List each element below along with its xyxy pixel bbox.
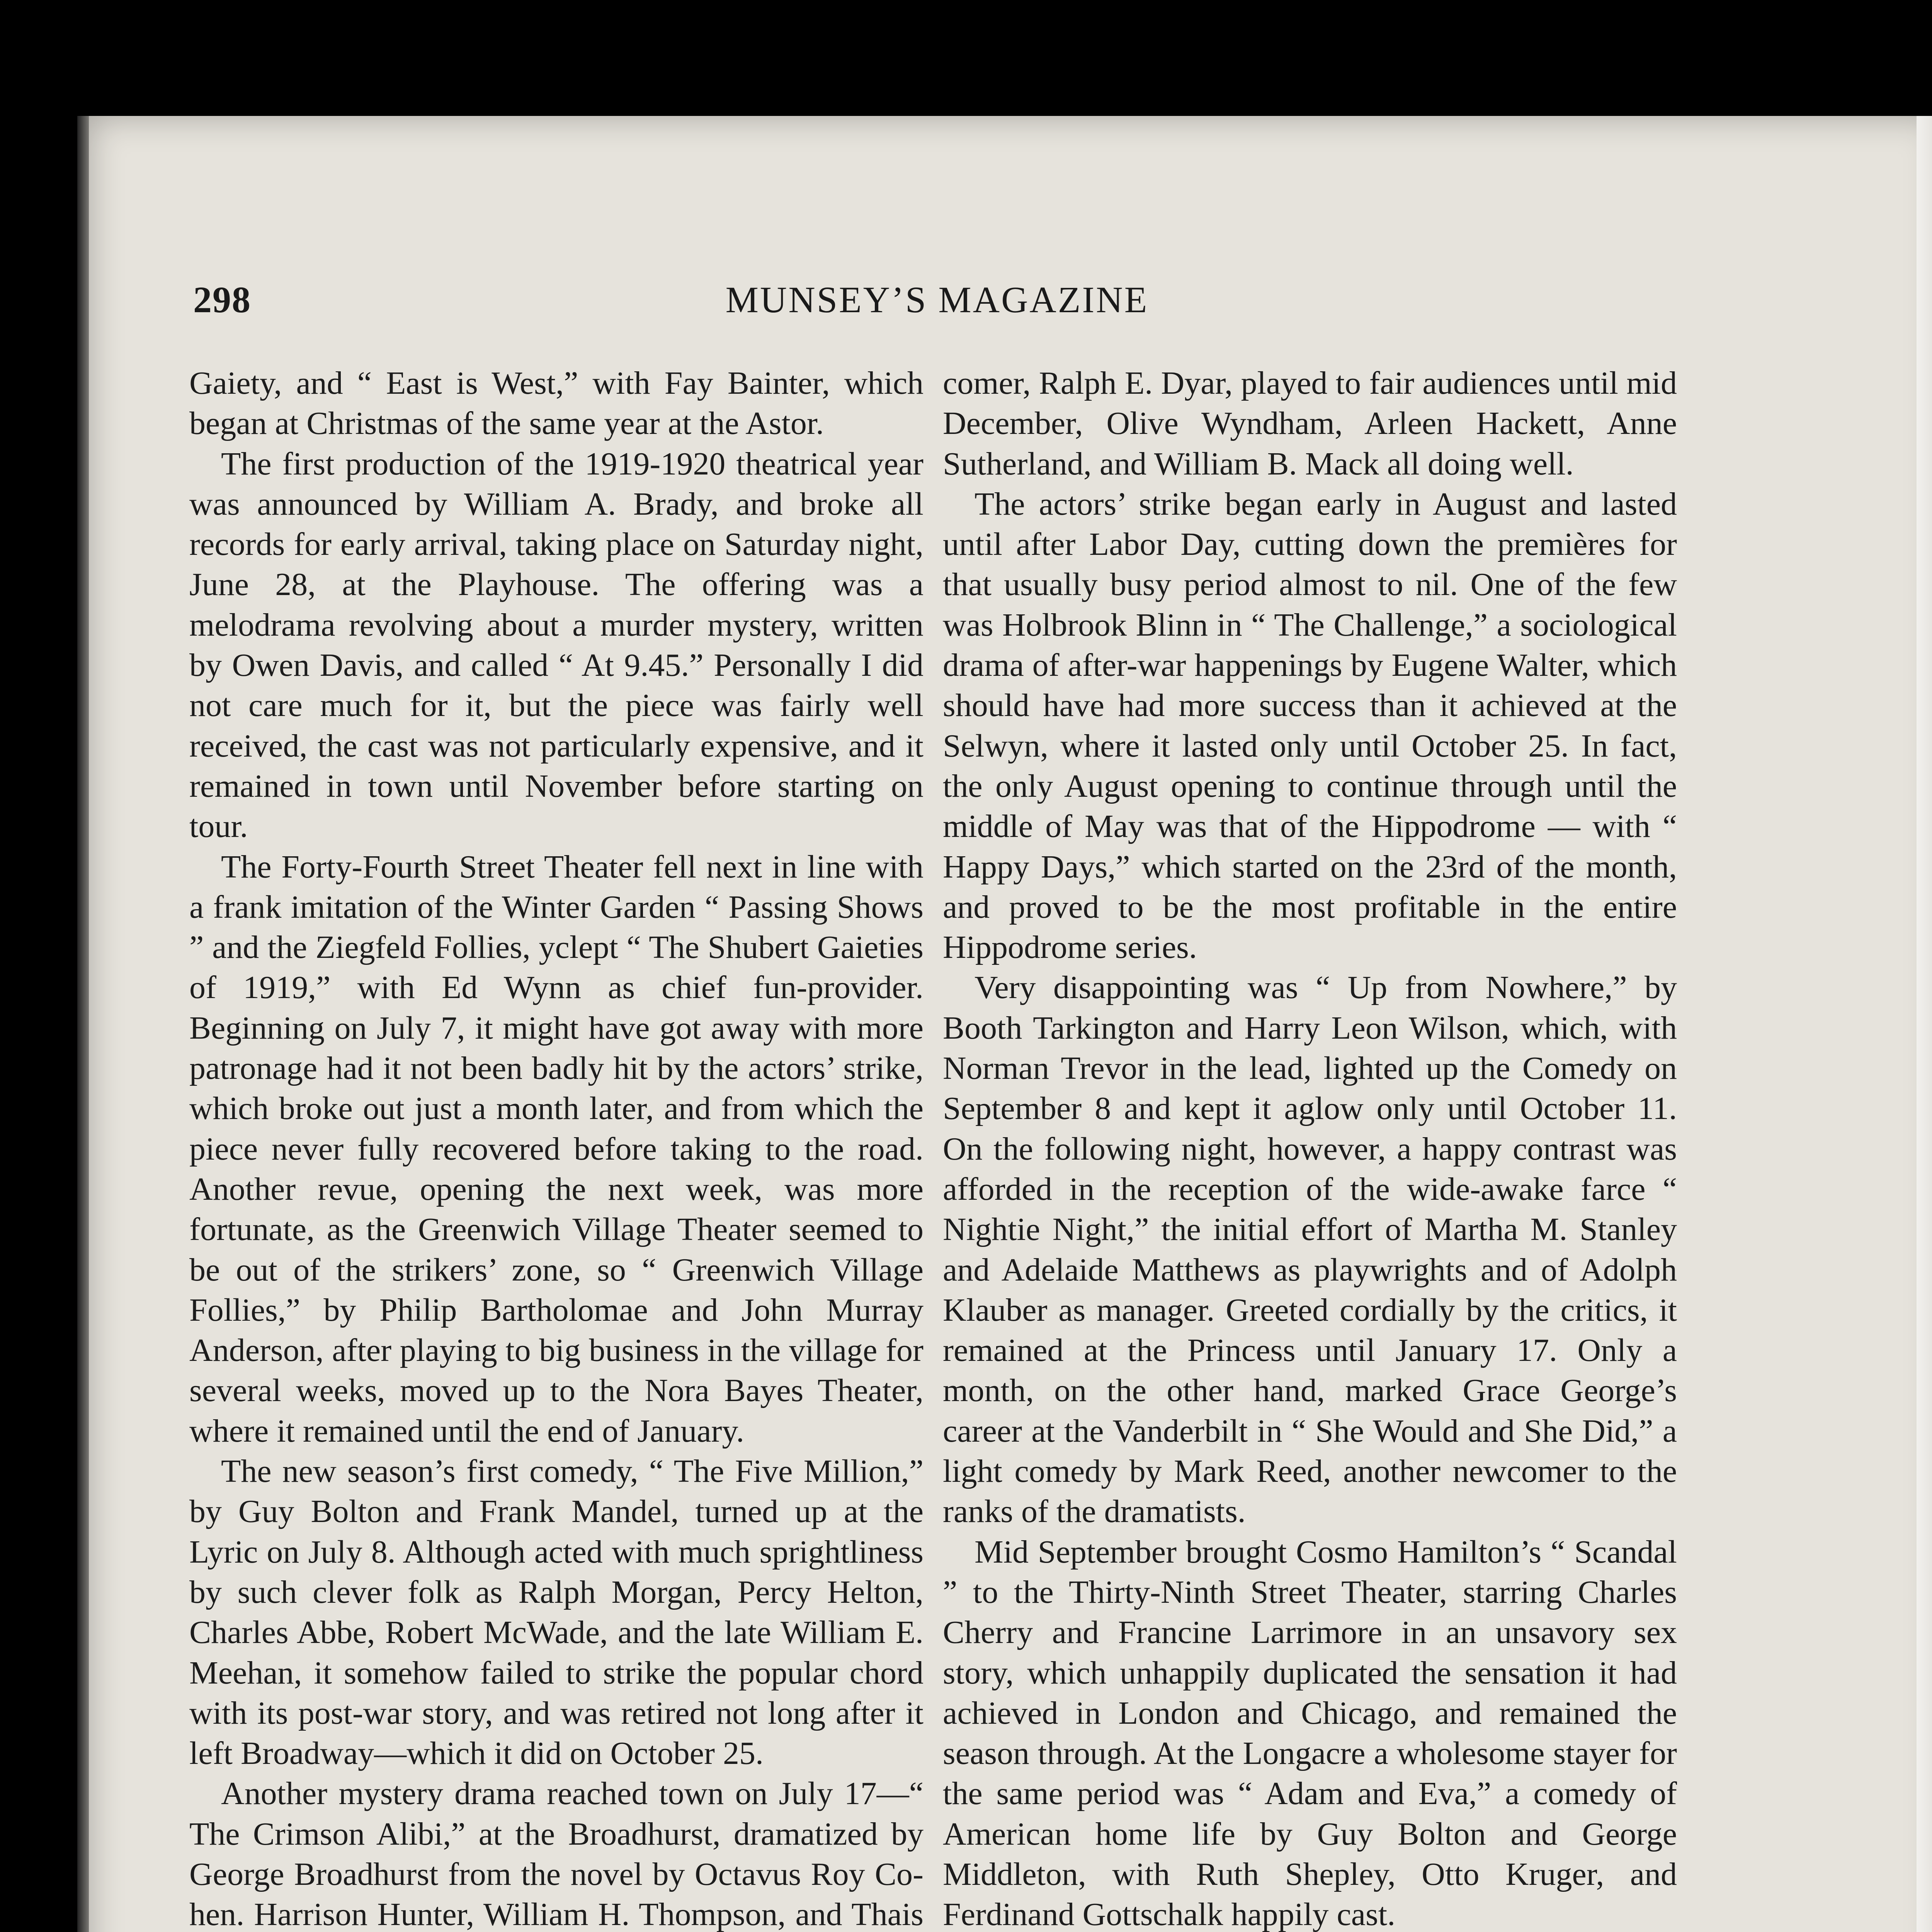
left-text-column [189,363,923,1932]
right-text-column [943,363,1677,1932]
running-head [193,278,1681,348]
paragraph: Mid September brought Cosmo Hamilton’s “ Scandal ” to the Thirty-Ninth Street Theater, starring Charles Cherry and Francine Larrimore in an unsavory sex story, which unhappily duplicated the sensation it had achieved in London and Chicago, and remained the season through. At the Longacre a wholesome stayer for the same period was “ Adam and Eva,” a comedy of American home life by Guy Bolton and George Middleton, with Ruth Shepley, Otto Kruger, and Ferdinand Gottschalk happily cast. [943,1534,1677,1932]
paragraph: The new season’s first comedy, “ The Five Million,” by Guy Bolton and Frank Mandel, turned up at the Lyric on July 8. Although acted with much sprightliness by such clever folk as Ralph Morgan, Percy Helton, Charles Abbe, Robert McWade, and the late William E. Meehan, it somehow failed to strike the popular chord with its post-war story, and was retired not long after it left Broadway—which it did on October 25. [189,1453,923,1772]
paragraph: Gaiety, and “ East is West,” with Fay Bainter, which began at Christmas of the same year at the Astor. [189,365,923,442]
paragraph: Very disappointing was “ Up from Nowhere,” by Booth Tarkington and Harry Leon Wilson, which, with Norman Trevor in the lead, lighted up the Comedy on September 8 and kept it aglow only until October 11. On the following night, however, a happy contrast was afforded in the reception of the wide-awake farce “ Nightie Night,” the initial effort of Martha M. Stanley and Adelaide Matthews as playwrights and of Adolph Klauber as manager. Greeted cordially by the critics, it remained at the Princess until January 17. Only a month, on the other hand, marked Grace George’s career at the Vanderbilt in “ She Would and She Did,” a light comedy by Mark Reed, another newcomer to the ranks of the dramatists. [943,969,1677,1530]
paragraph: The first production of the 1919-1920 theatrical year was announced by William A. Brady, and broke all records for early arrival, taking place on Saturday night, June 28, at the Playhouse. The offering was a melodrama revolving about a murder mystery, written by Owen Davis, and called “ At 9.45.” Personally I did not care much for it, but the piece was fairly well received, the cast was not particularly expensive, and it remained in town until November before starting on tour. [189,446,923,845]
page-edge [1917,116,1932,1932]
paragraph: Another mystery drama reached town on July 17—“ The Crimson Alibi,” at the Broadhurst, dramatized by George Broadhurst from the novel by Octavus Roy Cohen. Harrison Hunter, William H. Thompson, and Thais [189,1776,923,1932]
magazine-title: MUNSEY’S MAGAZINE [725,279,1149,320]
paragraph: comer, Ralph E. Dyar, played to fair audiences until mid December, Olive Wyndham, Arleen Hackett, Anne Sutherland, and William B. Mack all doing well. [943,365,1677,482]
page-number: 298 [193,279,251,320]
paragraph: The actors’ strike began early in August and lasted until after Labor Day, cutting down the premières for that usually busy period almost to nil. One of the few was Holbrook Blinn in “ The Challenge,” a sociological drama of after-war happenings by Eugene Walter, which should have had more success than it achieved at the Selwyn, where it lasted only until October 25. In fact, the only August opening to continue through until the middle of May was that of the Hippodrome — with “ Happy Days,” which started on the 23rd of the month, and proved to be the most profitable in the entire Hippodrome series. [943,486,1677,966]
paragraph: The Forty-Fourth Street Theater fell next in line with a frank imitation of the Winter Garden “ Passing Shows ” and the Ziegfeld Follies, yclept “ The Shubert Gaieties of 1919,” with Ed Wynn as chief fun-provider. Beginning on July 7, it might have got away with more patronage had it not been badly hit by the actors’ strike, which broke out just a month later, and from which the piece never fully recovered before taking to the road. Another revue, opening the next week, was more fortunate, as the Greenwich Village Theater seemed to be out of the strikers’ zone, so “ Greenwich Village Follies,” by Philip Bartholomae and John Murray Anderson, after playing to big business in the village for several weeks, moved up to the Nora Bayes Theater, where it remained until the end of January. [189,849,923,1449]
